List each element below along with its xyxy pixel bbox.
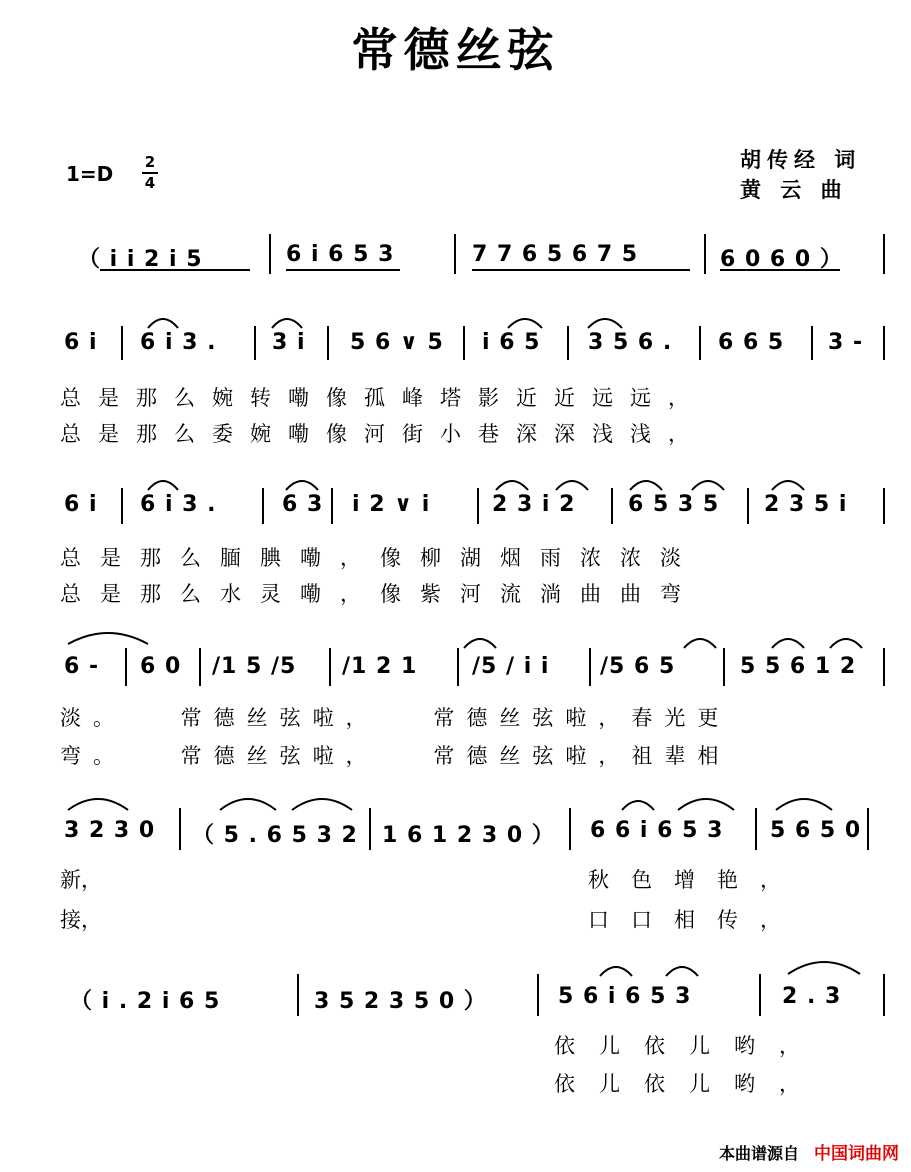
measure: /5 6 5 xyxy=(600,654,676,679)
measure: 5 6 5 0 xyxy=(770,818,862,843)
measure: 5 5 6 1 2 xyxy=(740,654,857,679)
measure: /1 2 1 xyxy=(342,654,418,679)
score-line-5 xyxy=(60,784,890,934)
measure: （ i . 2 i 6 5 xyxy=(70,989,221,1014)
measure: 3 i xyxy=(272,330,306,355)
measure: 6 6 5 xyxy=(718,330,785,355)
lyric-verse-1: 新， xyxy=(60,868,102,892)
measure: 6 3 xyxy=(282,492,324,517)
measure: 6 i xyxy=(64,330,98,355)
measure: i 2 ∨ i xyxy=(352,492,431,517)
time-signature xyxy=(142,154,158,192)
measure: 6 - xyxy=(64,654,100,679)
measure: 3 5 6 . xyxy=(588,330,673,355)
lyric-verse-2: 总是那么委婉嘞像河街小巷深深浅浅， xyxy=(60,422,706,446)
measure: 6 0 xyxy=(140,654,182,679)
measure: 2 3 5 i xyxy=(764,492,848,517)
footer-site-link[interactable]: 中国词曲网 xyxy=(814,1144,899,1164)
measure: 1 6 1 2 3 0 ） xyxy=(382,823,555,848)
measure: 6 0 6 0 ） xyxy=(720,247,843,272)
measure: 6 i xyxy=(64,492,98,517)
score-line-4 xyxy=(60,622,890,772)
lyric-verse-1: 总是那么婉转嘞像孤峰塔影近近远远， xyxy=(60,386,706,410)
measure: 3 5 2 3 5 0 ） xyxy=(314,989,487,1014)
time-signature-top: 2 xyxy=(144,153,156,171)
lyric-verse-1: 秋色增艳， xyxy=(588,868,803,892)
measure: 3 2 3 0 xyxy=(64,818,156,843)
measure: /1 5 /5 xyxy=(212,654,297,679)
measure: 5 6 i 6 5 3 xyxy=(558,984,692,1009)
measure: 2 . 3 xyxy=(782,984,842,1009)
measure: 5 6 ∨ 5 xyxy=(350,330,444,355)
score-line-2 xyxy=(60,300,890,450)
key-signature: 1=D xyxy=(66,162,114,186)
measure: 3 - xyxy=(828,330,864,355)
measure: 2 3 i 2 xyxy=(492,492,576,517)
measure: （ i i 2 i 5 xyxy=(78,247,203,272)
lyricist-credit: 胡传经 词 xyxy=(740,148,862,172)
lyric-verse-1: 总是那么腼腆嘞，像柳湖烟雨浓浓淡 xyxy=(60,546,700,570)
score-line-6 xyxy=(60,950,890,1100)
time-signature-bottom: 4 xyxy=(144,174,156,192)
score-line-1 xyxy=(60,232,890,282)
measure: 6 5 3 5 xyxy=(628,492,720,517)
composer-credit: 黄 云 曲 xyxy=(740,178,848,202)
measure: i 6 5 xyxy=(482,330,541,355)
score-line-3 xyxy=(60,462,890,612)
measure: 6 6 i 6 5 3 xyxy=(590,818,724,843)
lyric-verse-1: 依儿依儿哟， xyxy=(554,1034,824,1058)
lyric-verse-2: 接， xyxy=(60,908,102,932)
page-title: 常德丝弦 xyxy=(351,23,560,77)
lyric-verse-2: 总是那么水灵嘞，像紫河流淌曲曲弯 xyxy=(60,582,700,606)
measure: （ 5 . 6 5 3 2 xyxy=(192,823,358,848)
measure: /5 / i i xyxy=(472,654,550,679)
measure: 6 i 3 . xyxy=(140,492,217,517)
lyric-verse-2: 口口相传， xyxy=(588,908,803,932)
measure: 7 7 6 5 6 7 5 xyxy=(472,242,639,267)
measure: 6 i 3 . xyxy=(140,330,217,355)
lyric-verse-2: 依儿依儿哟， xyxy=(554,1072,824,1096)
barlines xyxy=(60,232,890,282)
measure: 6 i 6 5 3 xyxy=(286,242,395,267)
lyric-verse-2: 弯。 常德丝弦啦， 常德丝弦啦，祖辈相 xyxy=(60,744,731,768)
lyric-verse-1: 淡。 常德丝弦啦， 常德丝弦啦，春光更 xyxy=(60,706,731,730)
footer-source-text: 本曲谱源自 xyxy=(718,1144,799,1163)
